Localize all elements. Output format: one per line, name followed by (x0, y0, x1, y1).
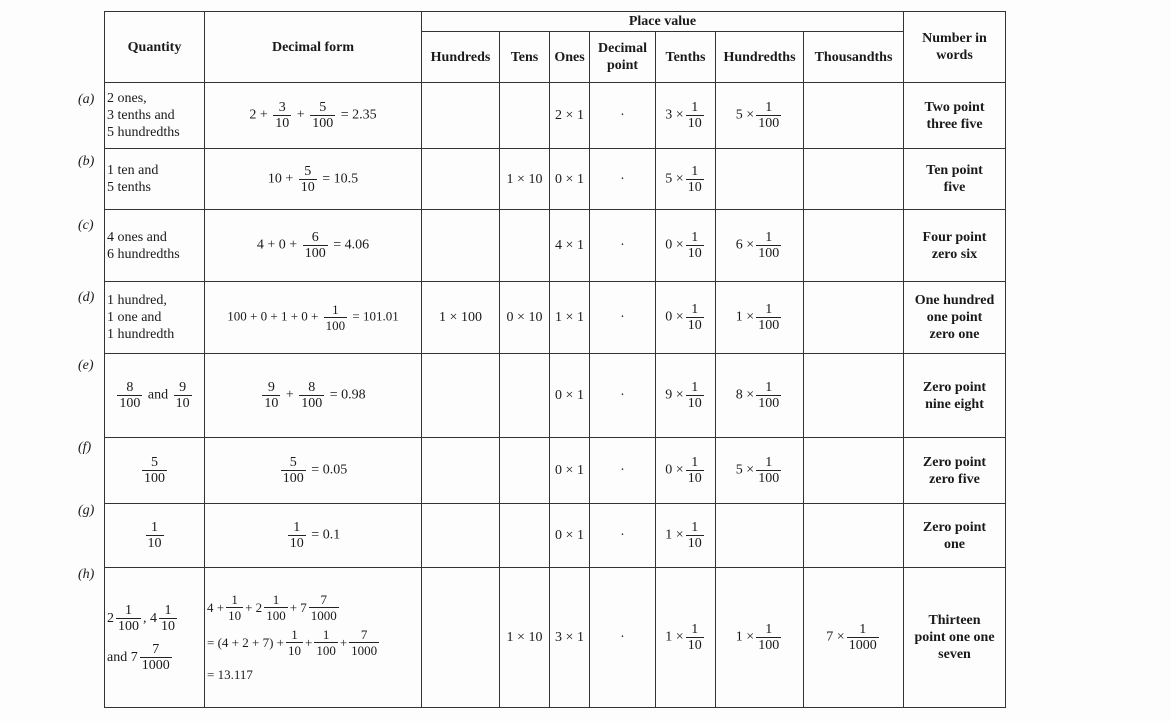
header-hundreds: Hundreds (422, 32, 500, 83)
decimal-form-cell: 100 + 0 + 1 + 0 + $\frac{1}{100}$ = 101.01 (205, 282, 422, 354)
decimal-point-cell: · (590, 504, 656, 568)
row-label-a: (a) (78, 92, 95, 107)
tenths-cell: 9 × $\frac{1}{10}$ (656, 354, 716, 438)
ones-cell: 2 × 1 (550, 83, 590, 149)
tenths-cell: 1 × $\frac{1}{10}$ (656, 504, 716, 568)
header-tenths: Tenths (656, 32, 716, 83)
row-label-f: (f) (78, 440, 92, 455)
hundreds-cell (422, 83, 500, 149)
hundredths-cell: 5 × $\frac{1}{100}$ (716, 438, 804, 504)
row-label-c: (c) (78, 218, 94, 233)
hundreds-cell: 1 × 100 (422, 282, 500, 354)
tenths-cell: 0 × $\frac{1}{10}$ (656, 282, 716, 354)
quantity-cell: $\frac{8}{100}$ and $\frac{9}{10}$ (105, 354, 205, 438)
thousandths-cell (804, 504, 904, 568)
tens-cell (500, 438, 550, 504)
decimal-point-cell: · (590, 83, 656, 149)
words-cell: Thirteen point one one seven (904, 568, 1006, 708)
place-value-table (104, 11, 1006, 708)
table-row (105, 354, 1006, 438)
hundredths-cell: 8 × $\frac{1}{100}$ (716, 354, 804, 438)
header-decimal-form: Decimal form (205, 12, 422, 83)
tens-cell (500, 504, 550, 568)
tens-cell: 1 × 10 (500, 149, 550, 210)
hundredths-cell: 6 × $\frac{1}{100}$ (716, 210, 804, 282)
words-cell: Zero point nine eight (904, 354, 1006, 438)
decimal-form-cell: 2 + $\frac{3}{10}$ + $\frac{5}{100}$ = 2.35 (205, 83, 422, 149)
decimal-point-cell: · (590, 438, 656, 504)
tens-cell (500, 354, 550, 438)
hundredths-cell (716, 504, 804, 568)
row-label-g: (g) (78, 503, 95, 518)
row-label-h: (h) (78, 567, 95, 582)
hundreds-cell (422, 149, 500, 210)
ones-cell: 1 × 1 (550, 282, 590, 354)
hundredths-cell: 5 × $\frac{1}{100}$ (716, 83, 804, 149)
tens-cell (500, 210, 550, 282)
thousandths-cell (804, 438, 904, 504)
row-label-d: (d) (78, 290, 95, 305)
hundredths-cell: 1 × $\frac{1}{100}$ (716, 282, 804, 354)
thousandths-cell (804, 83, 904, 149)
tens-cell (500, 83, 550, 149)
table-row (105, 282, 1006, 354)
quantity-cell: 2 $\frac{1}{100}$ , 4 $\frac{1}{10}$ and 7 $\frac{7}{1000}$ (105, 568, 205, 708)
header-tens: Tens (500, 32, 550, 83)
thousandths-cell (804, 282, 904, 354)
hundreds-cell (422, 210, 500, 282)
decimal-form-cell: $\frac{1}{10}$ = 0.1 (205, 504, 422, 568)
decimal-form-cell: $\frac{9}{10}$ + $\frac{8}{100}$ = 0.98 (205, 354, 422, 438)
tenths-cell: 0 × $\frac{1}{10}$ (656, 210, 716, 282)
decimal-point-cell: · (590, 282, 656, 354)
decimal-form-cell: 4 + $\frac{1}{10}$ + 2 $\frac{1}{100}$ + 7 $\frac{7}{1000}$ = (4 + 2 + 7) + $\frac{1}{10}$ + $\frac{1}{100}$ + $\frac{7}{1000}$ = 13.117 (205, 568, 422, 708)
words-cell: Four point zero six (904, 210, 1006, 282)
hundreds-cell (422, 568, 500, 708)
header-number-in-words: Number in words (904, 12, 1006, 83)
thousandths-cell (804, 354, 904, 438)
table-row (105, 504, 1006, 568)
header-quantity: Quantity (105, 12, 205, 83)
quantity-cell: 2 ones, 3 tenths and 5 hundredths (105, 83, 205, 149)
table-row (105, 210, 1006, 282)
hundredths-cell (716, 149, 804, 210)
header-hundredths: Hundredths (716, 32, 804, 83)
hundreds-cell (422, 354, 500, 438)
tenths-cell: 5 × $\frac{1}{10}$ (656, 149, 716, 210)
row-label-e: (e) (78, 358, 94, 373)
ones-cell: 4 × 1 (550, 210, 590, 282)
thousandths-cell (804, 210, 904, 282)
tens-cell: 1 × 10 (500, 568, 550, 708)
tenths-cell: 1 × $\frac{1}{10}$ (656, 568, 716, 708)
header-thousandths: Thousandths (804, 32, 904, 83)
quantity-cell: $\frac{5}{100}$ (105, 438, 205, 504)
words-cell: Two point three five (904, 83, 1006, 149)
ones-cell: 0 × 1 (550, 504, 590, 568)
decimal-point-cell: · (590, 568, 656, 708)
hundreds-cell (422, 504, 500, 568)
row-label-b: (b) (78, 154, 95, 169)
ones-cell: 0 × 1 (550, 149, 590, 210)
tenths-cell: 3 × $\frac{1}{10}$ (656, 83, 716, 149)
quantity-cell: 1 ten and 5 tenths (105, 149, 205, 210)
words-cell: Ten point five (904, 149, 1006, 210)
decimal-point-cell: · (590, 210, 656, 282)
decimal-form-cell: 4 + 0 + $\frac{6}{100}$ = 4.06 (205, 210, 422, 282)
decimal-point-cell: · (590, 149, 656, 210)
words-cell: Zero point zero five (904, 438, 1006, 504)
quantity-cell: 1 hundred, 1 one and 1 hundredth (105, 282, 205, 354)
table-row (105, 83, 1006, 149)
ones-cell: 3 × 1 (550, 568, 590, 708)
table-row (105, 568, 1006, 708)
quantity-cell: $\frac{1}{10}$ (105, 504, 205, 568)
thousandths-cell: 7 × $\frac{1}{1000}$ (804, 568, 904, 708)
decimal-form-cell: 10 + $\frac{5}{10}$ = 10.5 (205, 149, 422, 210)
ones-cell: 0 × 1 (550, 354, 590, 438)
decimal-form-cell: $\frac{5}{100}$ = 0.05 (205, 438, 422, 504)
header-decimal-point: Decimal point (590, 32, 656, 83)
words-cell: Zero point one (904, 504, 1006, 568)
thousandths-cell (804, 149, 904, 210)
header-ones: Ones (550, 32, 590, 83)
table-row (105, 438, 1006, 504)
hundreds-cell (422, 438, 500, 504)
table-row (105, 149, 1006, 210)
header-place-value: Place value (422, 12, 904, 32)
hundredths-cell: 1 × $\frac{1}{100}$ (716, 568, 804, 708)
words-cell: One hundred one point zero one (904, 282, 1006, 354)
tenths-cell: 0 × $\frac{1}{10}$ (656, 438, 716, 504)
ones-cell: 0 × 1 (550, 438, 590, 504)
decimal-point-cell: · (590, 354, 656, 438)
tens-cell: 0 × 10 (500, 282, 550, 354)
quantity-cell: 4 ones and 6 hundredths (105, 210, 205, 282)
